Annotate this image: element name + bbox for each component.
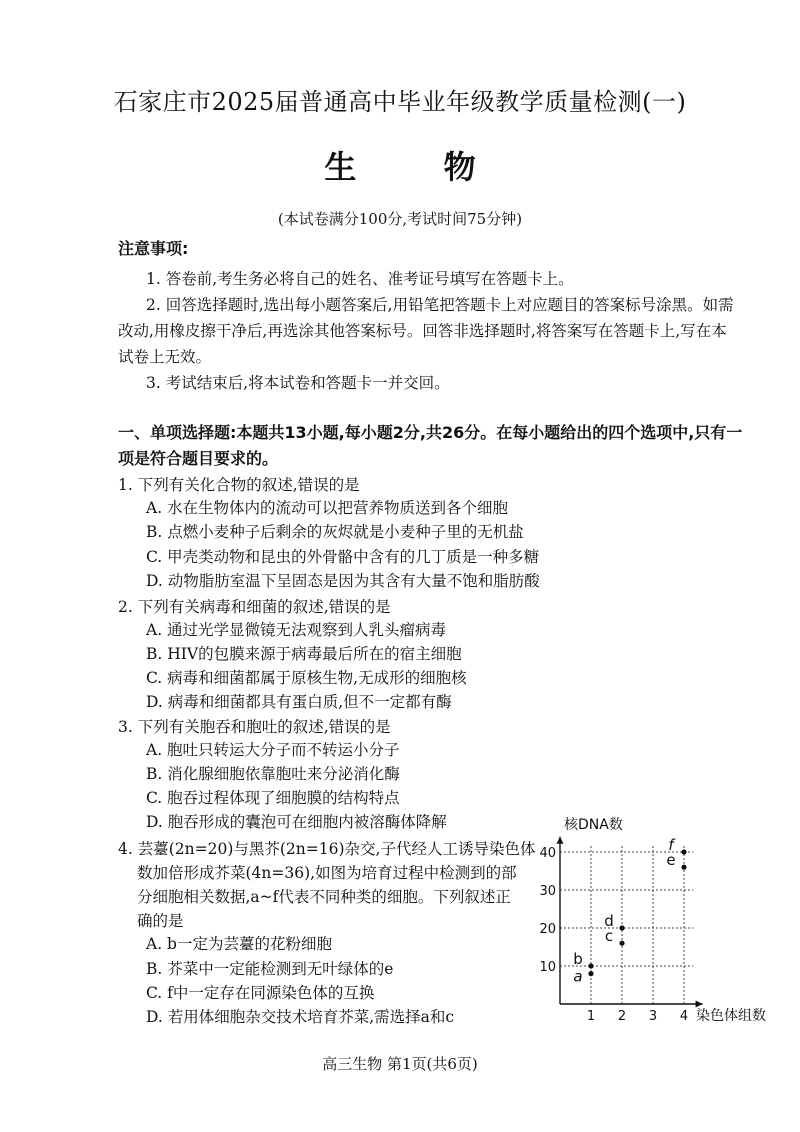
question-option: C. 甲壳类动物和昆虫的外骨骼中含有的几丁质是一种多糖 <box>146 548 540 566</box>
subject-title: 生 物 <box>324 148 514 186</box>
notice-item: 1. 答卷前,考生务必将自己的姓名、准考证号填写在答题卡上。 <box>146 270 574 288</box>
data-point-d <box>619 925 624 930</box>
question-option: A. 胞吐只转运大分子而不转运小分子 <box>146 741 400 759</box>
data-point-e <box>681 865 686 870</box>
section-heading: 项是符合题目要求的。 <box>118 449 279 468</box>
question-stem: 确的是 <box>137 912 184 930</box>
x-axis-arrow <box>696 1001 703 1008</box>
question-option: B. 点燃小麦种子后剩余的灰烬就是小麦种子里的无机盐 <box>146 523 524 541</box>
y-tick-label: 10 <box>539 960 556 975</box>
chart-points <box>573 836 686 986</box>
y-tick-label: 40 <box>539 846 556 861</box>
data-label-f: f <box>668 836 674 854</box>
notice-item: 试卷上无效。 <box>118 348 212 366</box>
question-option: C. 病毒和细菌都属于原核生物,无成形的细胞核 <box>146 669 467 687</box>
question-option: B. 消化腺细胞依靠胞吐来分泌消化酶 <box>146 765 400 783</box>
page-footer: 高三生物 第1页(共6页) <box>322 1055 478 1073</box>
x-tick-label: 2 <box>617 1009 627 1024</box>
data-label-c: c <box>604 927 614 946</box>
dna-chromosome-chart <box>520 812 790 1032</box>
y-axis-arrow <box>557 837 564 844</box>
notice-item: 改动,用橡皮擦干净后,再选涂其他答案标号。回答非选择题时,将答案写在答题卡上,写在本 <box>118 322 727 340</box>
question-stem: 分细胞相关数据,a~f代表不同种类的细胞。下列叙述正 <box>137 888 511 906</box>
section-heading: 一、单项选择题:本题共13小题,每小题2分,共26分。在每小题给出的四个选项中,只有一 <box>118 423 743 442</box>
question-option: D. 胞吞形成的囊泡可在细胞内被溶酶体降解 <box>146 813 447 831</box>
exam-note: (本试卷满分100分,考试时间75分钟) <box>277 210 523 228</box>
notice-item: 2. 回答选择题时,选出每小题答案后,用铅笔把答题卡上对应题目的答案标号涂黑。如需 <box>146 296 734 314</box>
question-option: D. 动物脂肪室温下呈固态是因为其含有大量不饱和脂肪酸 <box>146 572 540 590</box>
data-point-c <box>619 941 624 946</box>
notice-item: 3. 考试结束后,将本试卷和答题卡一并交回。 <box>146 374 450 392</box>
y-axis-label: 核DNA数 <box>564 817 623 833</box>
question-option: B. 芥菜中一定能检测到无叶绿体的e <box>146 960 394 978</box>
question-option: C. f中一定存在同源染色体的互换 <box>146 984 375 1002</box>
x-tick-label: 1 <box>586 1009 596 1024</box>
x-tick-label: 3 <box>648 1009 658 1024</box>
question-option: B. HIV的包膜来源于病毒最后所在的宿主细胞 <box>146 645 462 663</box>
question-stem: 3. 下列有关胞吞和胞吐的叙述,错误的是 <box>118 718 391 736</box>
data-label-a: a <box>573 967 583 986</box>
question-option: A. b一定为芸薹的花粉细胞 <box>146 935 332 953</box>
y-tick-label: 20 <box>539 922 556 937</box>
question-stem: 数加倍形成芥菜(4n=36),如图为培育过程中检测到的部 <box>137 864 517 882</box>
question-option: A. 通过光学显微镜无法观察到人乳头瘤病毒 <box>146 621 447 639</box>
data-point-b <box>588 963 593 968</box>
data-label-d: d <box>604 912 614 930</box>
question-stem: 2. 下列有关病毒和细菌的叙述,错误的是 <box>118 598 391 616</box>
data-label-e: e <box>666 851 676 870</box>
question-option: D. 若用体细胞杂交技术培育芥菜,需选择a和c <box>146 1008 455 1026</box>
y-tick-label: 30 <box>539 884 556 899</box>
x-axis-label: 染色体组数 <box>696 1008 766 1024</box>
question-stem: 4. 芸薹(2n=20)与黑芥(2n=16)杂交,子代经人工诱导染色体 <box>118 840 536 858</box>
question-option: A. 水在生物体内的流动可以把营养物质送到各个细胞 <box>146 499 509 517</box>
exam-title: 石家庄市2025届普通高中毕业年级教学质量检测(一) <box>113 88 687 116</box>
question-option: D. 病毒和细菌都具有蛋白质,但不一定都有酶 <box>146 693 452 711</box>
data-label-b: b <box>573 950 583 968</box>
notice-heading: 注意事项: <box>118 239 189 258</box>
question-stem: 1. 下列有关化合物的叙述,错误的是 <box>118 476 360 494</box>
chart-ticks <box>539 846 688 1024</box>
x-tick-label: 4 <box>679 1009 689 1024</box>
question-option: C. 胞吞过程体现了细胞膜的结构特点 <box>146 789 400 807</box>
data-point-a <box>588 971 593 976</box>
data-point-f <box>681 849 686 854</box>
